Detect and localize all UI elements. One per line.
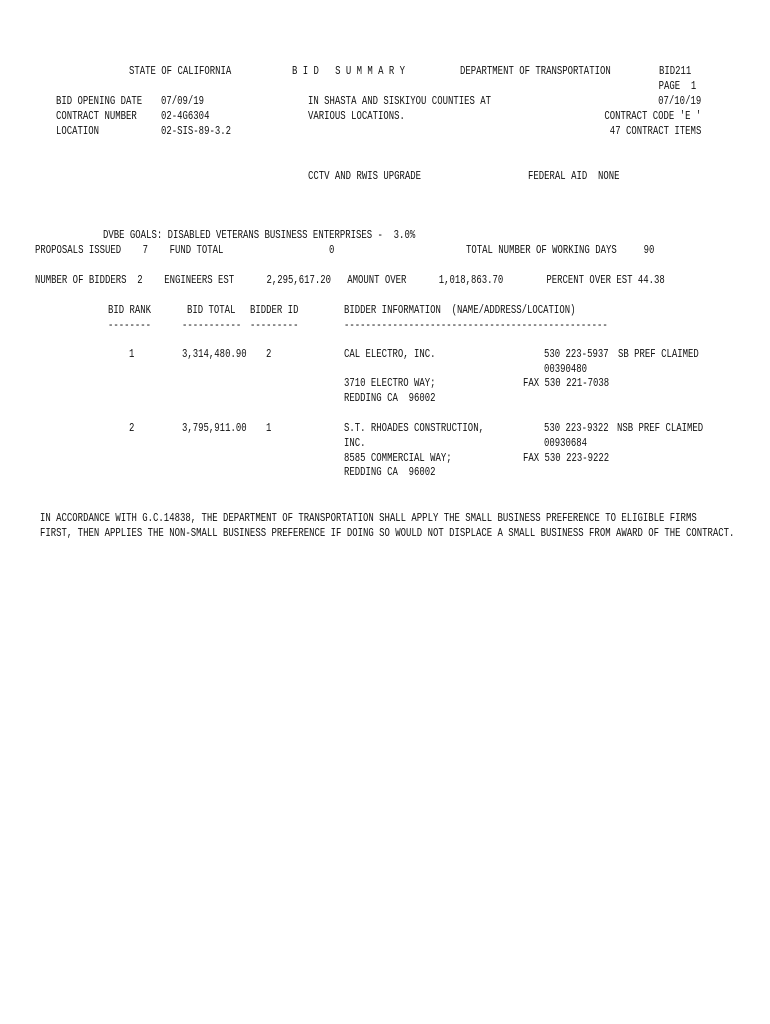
bidder-id: 1 (266, 422, 272, 435)
bid-opening-value: 07/09/19 (161, 95, 205, 108)
location-label: LOCATION (56, 125, 100, 138)
bidder-address: 8585 COMMERCIAL WAY; (344, 452, 452, 465)
report-date: 07/10/19 (657, 95, 701, 108)
bid-opening-label: BID OPENING DATE (56, 95, 143, 108)
bidder-fax: FAX 530 223-9222 (523, 452, 610, 465)
working-days: TOTAL NUMBER OF WORKING DAYS 90 (466, 244, 655, 257)
contract-number-label: CONTRACT NUMBER (56, 110, 137, 123)
bid-rank: 1 (129, 348, 135, 361)
contract-code: CONTRACT CODE 'E ' (604, 110, 701, 123)
bidder-phone: 530 223-5937 (544, 348, 609, 361)
report-id: BID211 (659, 65, 692, 78)
dvbe-goals: DVBE GOALS: DISABLED VETERANS BUSINESS ENTERPRISES - 3.0% (103, 229, 416, 242)
bidder-cert-number: 00930684 (544, 437, 588, 450)
underline-id: --------- (250, 319, 299, 332)
report-title: B I D S U M M A R Y (292, 65, 406, 78)
bidder-phone: 530 223-9322 (544, 422, 609, 435)
federal-aid: FEDERAL AID NONE (528, 170, 620, 183)
footer-note-line-1: IN ACCORDANCE WITH G.C.14838, THE DEPARTMENT OF TRANSPORTATION SHALL APPLY THE SMALL BUSINESS PREFERENCE TO ELIGIBLE FIRMS (40, 512, 697, 525)
page-number: PAGE 1 (658, 80, 696, 93)
column-bid-rank: BID RANK (108, 304, 152, 317)
column-bidder-info: BIDDER INFORMATION (NAME/ADDRESS/LOCATION) (344, 304, 576, 317)
department-name: DEPARTMENT OF TRANSPORTATION (460, 65, 611, 78)
column-bidder-id: BIDDER ID (250, 304, 299, 317)
project-name: CCTV AND RWIS UPGRADE (308, 170, 422, 183)
state-name: STATE OF CALIFORNIA (129, 65, 232, 78)
proposals-issued: PROPOSALS ISSUED 7 FUND TOTAL (35, 244, 224, 257)
bidder-name-continued: INC. (344, 437, 366, 450)
bidder-id: 2 (266, 348, 272, 361)
contract-number-value: 02-4G6304 (161, 110, 210, 123)
bidder-name: S.T. RHOADES CONSTRUCTION, (344, 422, 484, 435)
bid-total: 3,795,911.00 (182, 422, 247, 435)
underline-info: ------------------------------------------------- (344, 319, 608, 332)
bidder-fax: FAX 530 221-7038 (523, 377, 610, 390)
column-bid-total: BID TOTAL (187, 304, 236, 317)
description-line-2: VARIOUS LOCATIONS. (308, 110, 405, 123)
number-of-bidders: NUMBER OF BIDDERS 2 ENGINEERS EST 2,295,617.20 AMOUNT OVER 1,018,863.70 PERCENT OVER EST 44.38 (35, 274, 665, 287)
fund-total-value: 0 (329, 244, 335, 257)
bidder-name: CAL ELECTRO, INC. (344, 348, 436, 361)
bidder-city: REDDING CA 96002 (344, 466, 436, 479)
contract-items: 47 CONTRACT ITEMS (609, 125, 701, 138)
description-line-1: IN SHASTA AND SISKIYOU COUNTIES AT (308, 95, 492, 108)
preference-claimed: SB PREF CLAIMED (618, 348, 699, 361)
underline-total: ----------- (182, 319, 242, 332)
bid-total: 3,314,480.90 (182, 348, 247, 361)
bid-rank: 2 (129, 422, 135, 435)
bidder-cert-number: 00390480 (544, 363, 588, 376)
underline-rank: -------- (108, 319, 152, 332)
bidder-city: REDDING CA 96002 (344, 392, 436, 405)
bidder-address: 3710 ELECTRO WAY; (344, 377, 436, 390)
footer-note-line-2: FIRST, THEN APPLIES THE NON-SMALL BUSINESS PREFERENCE IF DOING SO WOULD NOT DISPLACE A SMALL BUSINESS FROM AWARD OF THE CONTRACT. (40, 527, 735, 540)
preference-claimed: NSB PREF CLAIMED (617, 422, 704, 435)
location-value: 02-SIS-89-3.2 (161, 125, 231, 138)
